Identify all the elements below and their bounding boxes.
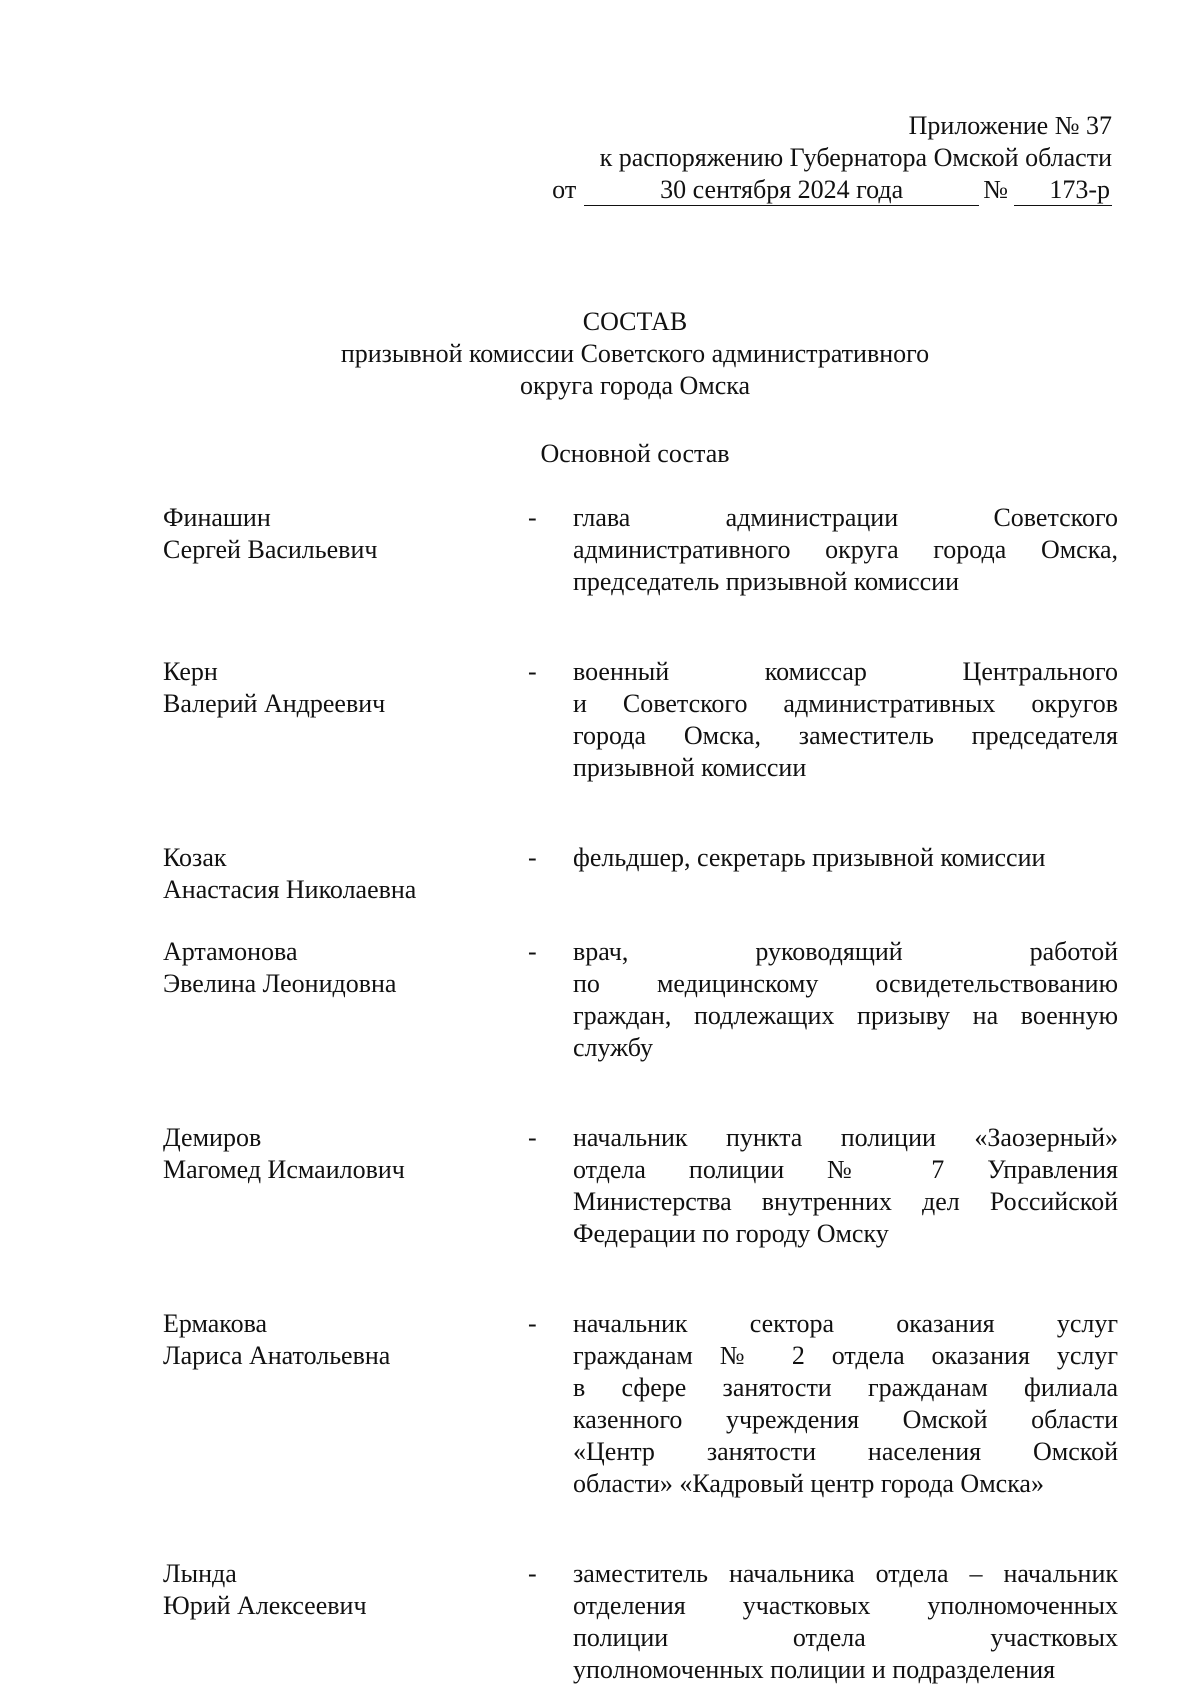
section-heading: Основной состав bbox=[540, 439, 730, 468]
member-position-line: «Центр занятости населения Омской bbox=[573, 1437, 1118, 1466]
member-entry bbox=[163, 1308, 1118, 1500]
member-dash: - bbox=[528, 1559, 537, 1588]
member-position-line: начальник сектора оказания услуг bbox=[573, 1309, 1118, 1338]
member-dash: - bbox=[528, 1123, 537, 1152]
appendix-number: Приложение № 37 bbox=[908, 111, 1112, 140]
member-position-line: начальник пункта полиции «Заозерный» bbox=[573, 1123, 1118, 1152]
member-surname: Демиров bbox=[163, 1123, 262, 1152]
member-position-line: отделения участковых уполномоченных bbox=[573, 1591, 1118, 1620]
member-given-names: Сергей Васильевич bbox=[163, 535, 378, 564]
member-position-line: по медицинскому освидетельствованию bbox=[573, 969, 1118, 998]
member-position-line: уполномоченных полиции и подразделения bbox=[573, 1655, 1056, 1684]
member-name bbox=[163, 502, 528, 566]
member-position-line: фельдшер, секретарь призывной комиссии bbox=[573, 843, 1046, 872]
from-label: от bbox=[552, 175, 577, 204]
member-name bbox=[163, 656, 528, 720]
member-entry bbox=[163, 936, 1118, 1064]
member-position-line: Министерства внутренних дел Российской bbox=[573, 1187, 1118, 1216]
member-position bbox=[573, 502, 1118, 598]
member-position-line: службу bbox=[573, 1033, 654, 1062]
member-name bbox=[163, 936, 528, 1000]
member-surname: Козак bbox=[163, 843, 227, 872]
member-position-line: врач, руководящий работой bbox=[573, 937, 1118, 966]
member-position-line: отдела полиции № 7 Управления bbox=[573, 1155, 1118, 1184]
order-date: 30 сентября 2024 года bbox=[584, 175, 979, 206]
member-position bbox=[573, 1558, 1118, 1686]
member-dash: - bbox=[528, 937, 537, 966]
appendix-order-reference: к распоряжению Губернатора Омской области bbox=[599, 143, 1112, 172]
appendix-header bbox=[512, 110, 1112, 206]
member-position-line: граждан, подлежащих призыву на военную bbox=[573, 1001, 1118, 1030]
member-position-line: города Омска, заместитель председателя bbox=[573, 721, 1118, 750]
title-line-2: округа города Омска bbox=[519, 371, 751, 400]
member-dash: - bbox=[528, 1309, 537, 1338]
members-list bbox=[163, 502, 1118, 1686]
member-name bbox=[163, 1122, 528, 1186]
member-position-line: административного округа города Омска, bbox=[573, 535, 1118, 564]
title-line-1: призывной комиссии Советского административного bbox=[340, 339, 930, 368]
member-given-names: Юрий Алексеевич bbox=[163, 1591, 367, 1620]
member-surname: Ермакова bbox=[163, 1309, 268, 1338]
member-dash: - bbox=[528, 503, 537, 532]
title-main: СОСТАВ bbox=[582, 307, 688, 336]
member-position-line: глава администрации Советского bbox=[573, 503, 1118, 532]
member-position-line: казенного учреждения Омской области bbox=[573, 1405, 1118, 1434]
member-position-line: и Советского административных округов bbox=[573, 689, 1118, 718]
number-label: № bbox=[983, 175, 1008, 204]
member-position bbox=[573, 656, 1118, 784]
member-name bbox=[163, 1558, 528, 1622]
member-dash: - bbox=[528, 657, 537, 686]
member-given-names: Эвелина Леонидовна bbox=[163, 969, 397, 998]
member-position-line: военный комиссар Центрального bbox=[573, 657, 1118, 686]
member-position bbox=[573, 1122, 1118, 1250]
member-entry bbox=[163, 1122, 1118, 1250]
member-entry bbox=[163, 842, 1118, 906]
member-surname: Финашин bbox=[163, 503, 271, 532]
member-surname: Артамонова bbox=[163, 937, 298, 966]
member-entry bbox=[163, 656, 1118, 784]
member-position bbox=[573, 842, 1118, 874]
member-dash: - bbox=[528, 843, 537, 872]
member-position-line: заместитель начальника отдела – начальник bbox=[573, 1559, 1118, 1588]
member-position bbox=[573, 936, 1118, 1064]
order-number: 173-р bbox=[1014, 175, 1112, 206]
member-entry bbox=[163, 1558, 1118, 1686]
member-position-line: гражданам № 2 отдела оказания услуг bbox=[573, 1341, 1118, 1370]
document-title bbox=[0, 306, 1200, 402]
member-position-line: области» «Кадровый центр города Омска» bbox=[573, 1469, 1044, 1498]
member-surname: Лында bbox=[163, 1559, 237, 1588]
member-given-names: Магомед Исмаилович bbox=[163, 1155, 405, 1184]
member-position-line: председатель призывной комиссии bbox=[573, 567, 959, 596]
member-given-names: Анастасия Николаевна bbox=[163, 875, 417, 904]
member-given-names: Лариса Анатольевна bbox=[163, 1341, 391, 1370]
member-position-line: Федерации по городу Омску bbox=[573, 1219, 889, 1248]
member-name bbox=[163, 842, 528, 906]
member-position bbox=[573, 1308, 1118, 1500]
member-position-line: полиции отдела участковых bbox=[573, 1623, 1118, 1652]
member-given-names: Валерий Андреевич bbox=[163, 689, 386, 718]
member-name bbox=[163, 1308, 528, 1372]
member-surname: Керн bbox=[163, 657, 218, 686]
member-entry bbox=[163, 502, 1118, 598]
member-position-line: в сфере занятости гражданам филиала bbox=[573, 1373, 1118, 1402]
member-position-line: призывной комиссии bbox=[573, 753, 807, 782]
order-date-line bbox=[512, 174, 1112, 206]
